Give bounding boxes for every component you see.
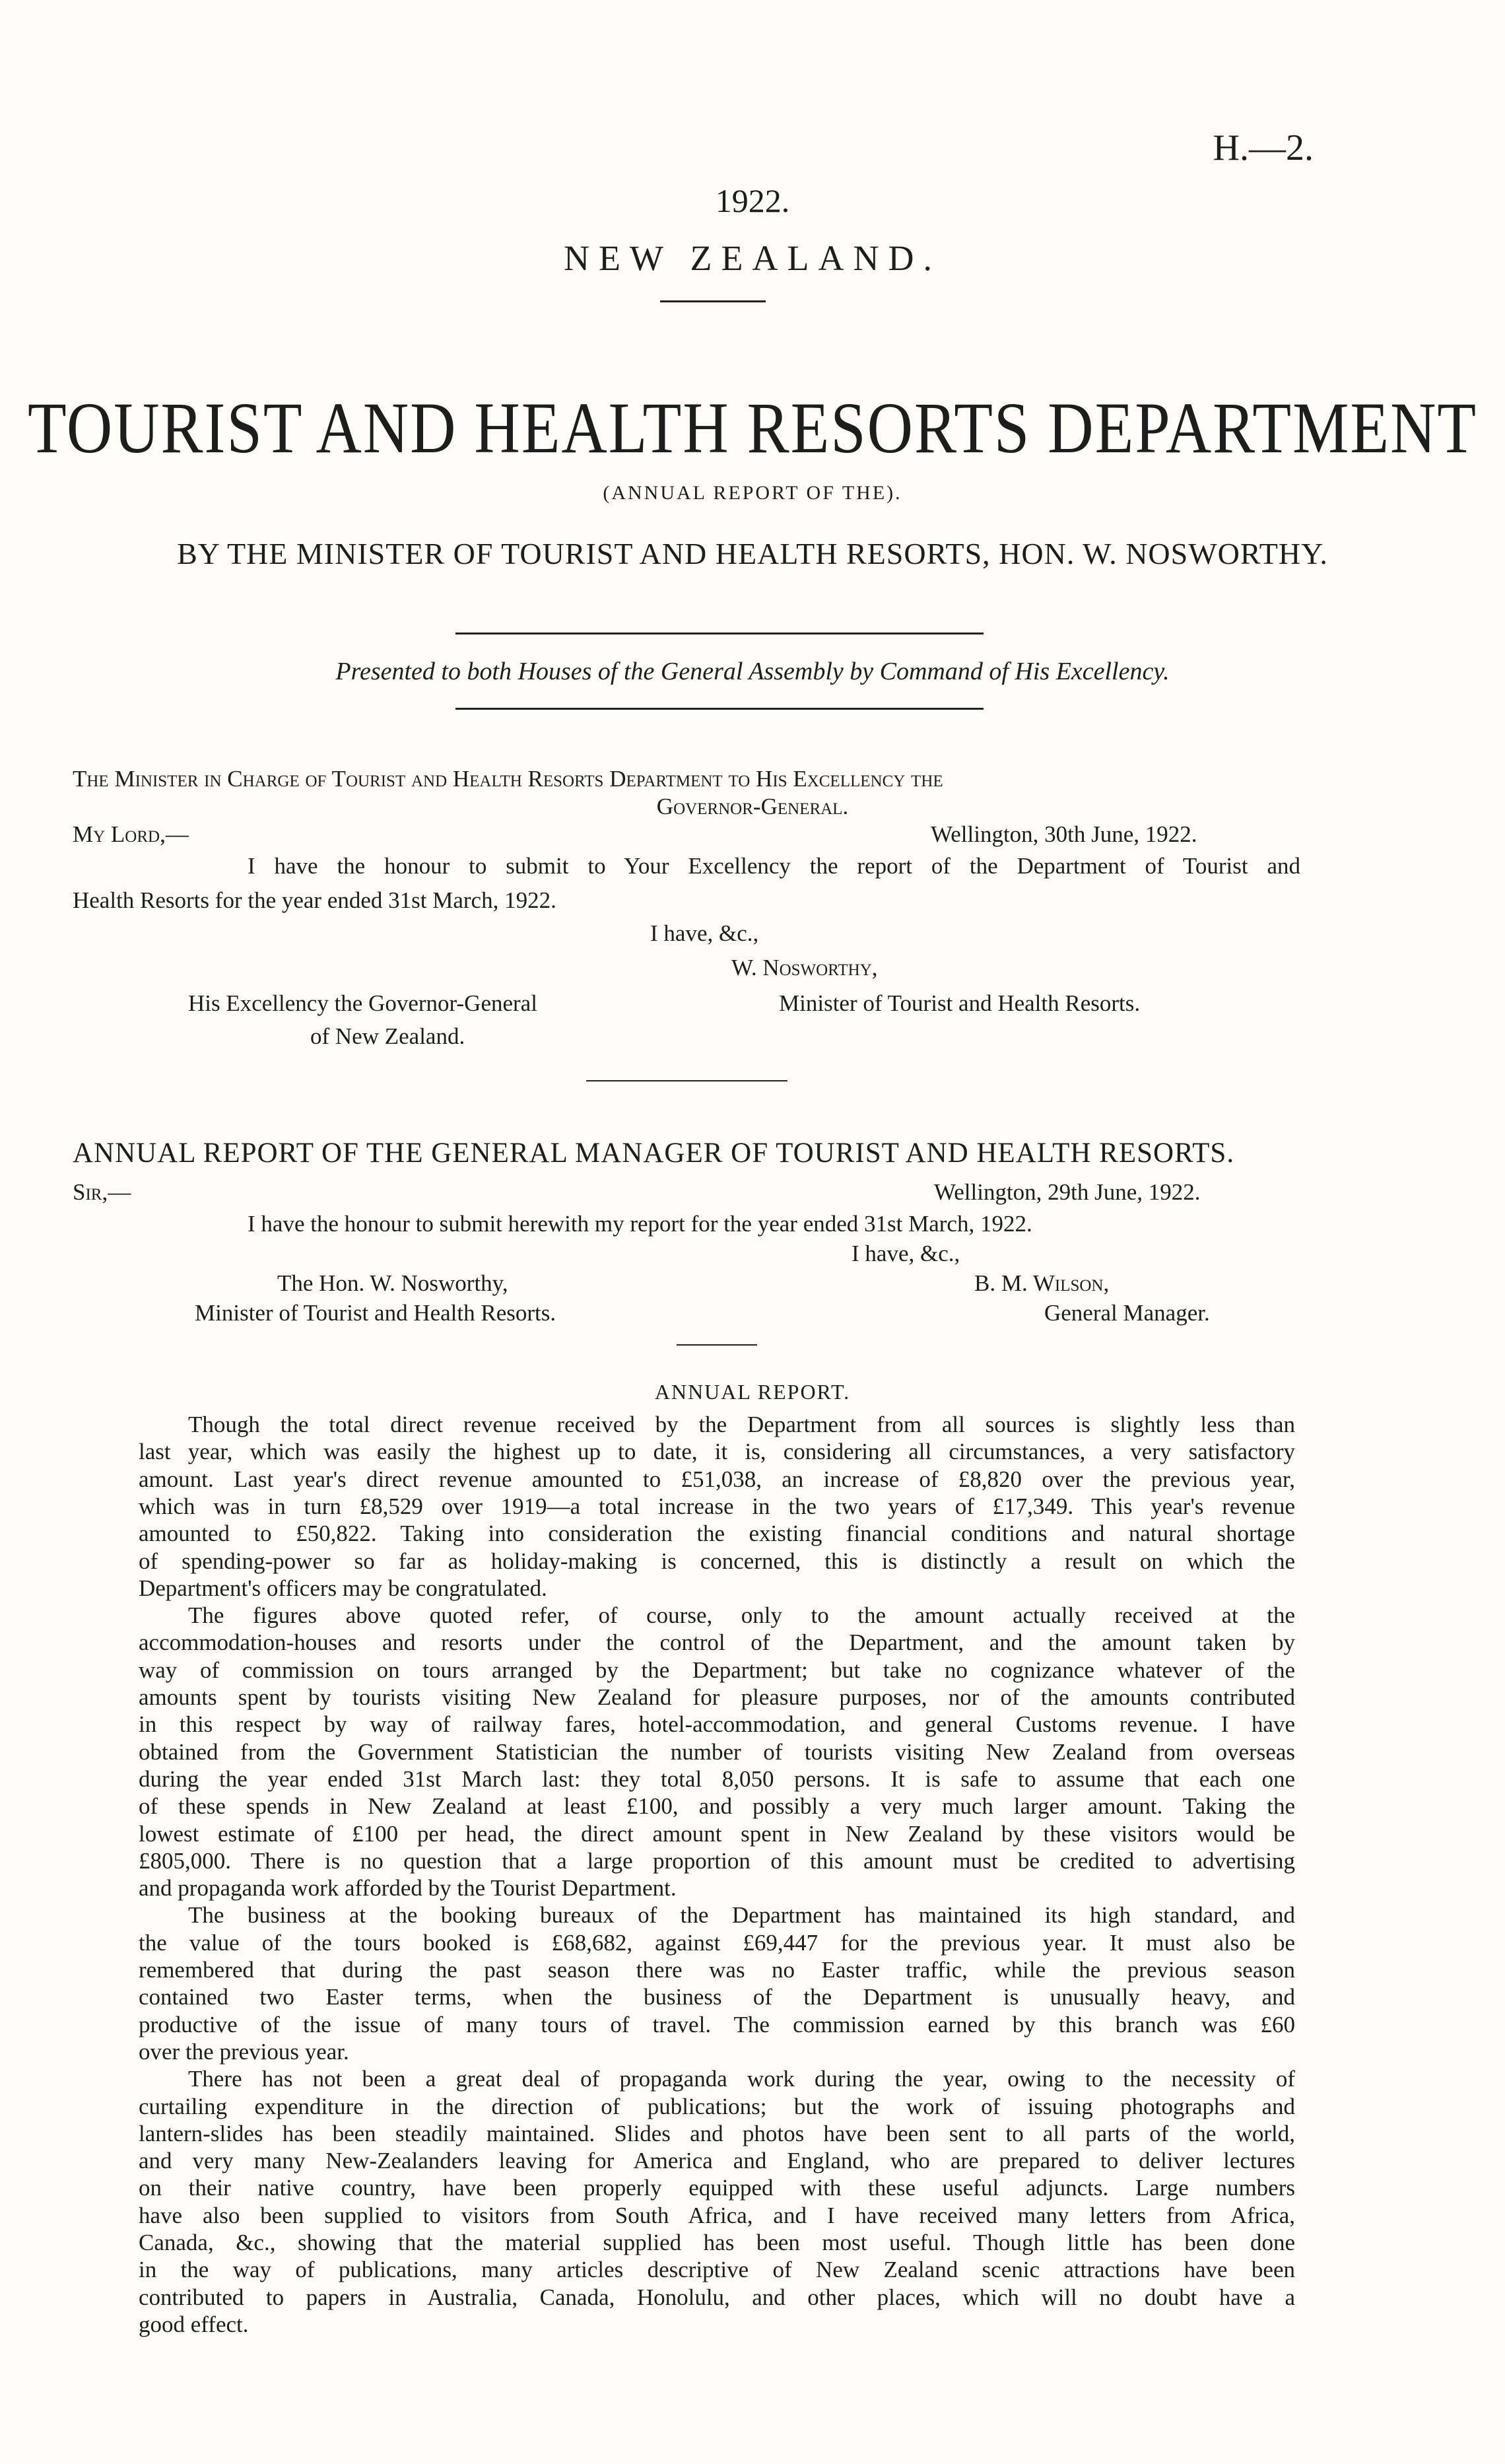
manager-signature: B. M. Wilson, bbox=[974, 1270, 1110, 1296]
minister-letter-closing: I have, &c., bbox=[650, 920, 759, 946]
report-line: £805,000. There is no question that a large proportion of this amount must be credited to advertising bbox=[139, 1848, 1295, 1874]
report-line: remembered that during the past season there was no Easter traffic, while the previous season bbox=[139, 1957, 1295, 1983]
manager-letter-body: I have the honour to submit herewith my report for the year ended 31st March, 1922. bbox=[248, 1211, 1032, 1237]
report-line: and propaganda work afforded by the Tourist Department. bbox=[139, 1875, 677, 1901]
report-line: amounts spent by tourists visiting New Zealand for pleasure purposes, nor of the amounts contributed bbox=[139, 1684, 1295, 1710]
divider bbox=[455, 633, 984, 634]
report-line: in the way of publications, many articles descriptive of New Zealand scenic attractions have been bbox=[139, 2257, 1295, 2282]
manager-letter-closing: I have, &c., bbox=[852, 1241, 960, 1266]
report-line: The figures above quoted refer, of course, only to the amount actually received at the bbox=[188, 1602, 1295, 1628]
report-line: in this respect by way of railway fares, hotel-accommodation, and general Customs revenue. I have bbox=[139, 1711, 1295, 1737]
document-reference-code: H.—2. bbox=[1213, 127, 1314, 168]
report-line: lowest estimate of £100 per head, the direct amount spent in New Zealand by these visitors would be bbox=[139, 1821, 1295, 1847]
report-line: curtailing expenditure in the direction of publications; but the work of issuing photographs and bbox=[139, 2094, 1295, 2119]
report-line: the value of the tours booked is £68,682, against £69,447 for the previous year. It must also be bbox=[139, 1930, 1295, 1956]
minister-signature: W. Nosworthy, bbox=[731, 955, 878, 980]
divider bbox=[660, 300, 766, 302]
minister-title: Minister of Tourist and Health Resorts. bbox=[779, 990, 1141, 1016]
report-line: and very many New-Zealanders leaving for America and England, who are prepared to deliver lectures bbox=[139, 2148, 1295, 2173]
report-line: obtained from the Government Statistician the number of tourists visiting New Zealand from overseas bbox=[139, 1739, 1295, 1765]
report-line: on their native country, have been properly equipped with these useful adjuncts. Large numbers bbox=[139, 2175, 1295, 2201]
presentation-note: Presented to both Houses of the General Assembly by Command of His Excellency. bbox=[335, 658, 1170, 685]
report-line: of these spends in New Zealand at least £100, and possibly a very much larger amount. Taking the bbox=[139, 1793, 1295, 1819]
document-byline: BY THE MINISTER OF TOURIST AND HEALTH RESORTS, HON. W. NOSWORTHY. bbox=[177, 537, 1328, 570]
report-line: Though the total direct revenue received by the Department from all sources is slightly less than bbox=[188, 1412, 1295, 1437]
report-line: last year, which was easily the highest up to date, it is, considering all circumstances, a very satisfactory bbox=[139, 1439, 1295, 1464]
minister-letter-date: Wellington, 30th June, 1922. bbox=[931, 821, 1197, 847]
manager-letter-addressee: The Hon. W. Nosworthy, bbox=[277, 1270, 508, 1296]
report-line: over the previous year. bbox=[139, 2039, 349, 2065]
annual-report-heading: ANNUAL REPORT. bbox=[654, 1380, 851, 1404]
divider bbox=[677, 1344, 757, 1346]
document-country: NEW ZEALAND. bbox=[564, 238, 941, 278]
manager-letter-salutation: Sir,— bbox=[73, 1179, 131, 1205]
minister-letter-salutation: My Lord,— bbox=[73, 821, 189, 847]
report-line: The business at the booking bureaux of the Department has maintained its high standard, and bbox=[188, 1902, 1295, 1928]
report-line: good effect. bbox=[139, 2311, 249, 2337]
minister-letter-body-continued: Health Resorts for the year ended 31st March, 1922. bbox=[73, 887, 556, 913]
divider bbox=[586, 1080, 787, 1081]
report-line: have also been supplied to visitors from South Africa, and I have received many letters from Africa, bbox=[139, 2203, 1295, 2228]
document-title: TOURIST AND HEALTH RESORTS DEPARTMENT bbox=[27, 386, 1478, 469]
manager-letter-addressee-continued: Minister of Tourist and Health Resorts. bbox=[195, 1300, 556, 1326]
report-line: productive of the issue of many tours of travel. The commission earned by this branch was £60 bbox=[139, 2012, 1295, 2037]
report-line: amounted to £50,822. Taking into consideration the existing financial conditions and natural shortage bbox=[139, 1521, 1295, 1546]
report-line: There has not been a great deal of propaganda work during the year, owing to the necessity of bbox=[188, 2066, 1295, 2092]
manager-letter-date: Wellington, 29th June, 1922. bbox=[934, 1179, 1201, 1205]
report-line: contained two Easter terms, when the business of the Department is unusually heavy, and bbox=[139, 1984, 1295, 2010]
report-line: which was in turn £8,529 over 1919—a total increase in the two years of £17,349. This year's revenue bbox=[139, 1493, 1295, 1519]
report-line: of spending-power so far as holiday-making is concerned, this is distinctly a result on which the bbox=[139, 1548, 1295, 1574]
report-line: accommodation-houses and resorts under the control of the Department, and the amount taken by bbox=[139, 1629, 1295, 1655]
minister-letter-body: I have the honour to submit to Your Excellency the report of the Department of Tourist and bbox=[248, 853, 1300, 879]
manager-title: General Manager. bbox=[1044, 1300, 1210, 1326]
document-year: 1922. bbox=[715, 182, 790, 219]
report-line: way of commission on tours arranged by the Department; but take no cognizance whatever of the bbox=[139, 1657, 1295, 1683]
document-subtitle: (ANNUAL REPORT OF THE). bbox=[603, 482, 902, 504]
report-line: contributed to papers in Australia, Canada, Honolulu, and other places, which will no doubt have a bbox=[139, 2284, 1295, 2310]
report-line: during the year ended 31st March last: they total 8,050 persons. It is safe to assume that each one bbox=[139, 1766, 1295, 1792]
report-line: lantern-slides has been steadily maintained. Slides and photos have been sent to all parts of the world, bbox=[139, 2121, 1295, 2146]
minister-letter-addressee-continued: of New Zealand. bbox=[310, 1023, 465, 1049]
minister-letter-heading: The Minister in Charge of Tourist and Health Resorts Department to His Excellency the bbox=[73, 766, 943, 792]
manager-report-heading: ANNUAL REPORT OF THE GENERAL MANAGER OF TOURIST AND HEALTH RESORTS. bbox=[73, 1138, 1235, 1169]
minister-letter-heading-continued: Governor-General. bbox=[656, 794, 849, 819]
report-line: Canada, &c., showing that the material supplied has been most useful. Though little has been done bbox=[139, 2230, 1295, 2255]
report-line: amount. Last year's direct revenue amounted to £51,038, an increase of £8,820 over the previous year, bbox=[139, 1466, 1295, 1492]
report-line: Department's officers may be congratulated. bbox=[139, 1575, 547, 1601]
minister-letter-addressee: His Excellency the Governor-General bbox=[188, 990, 537, 1016]
divider bbox=[455, 708, 984, 710]
